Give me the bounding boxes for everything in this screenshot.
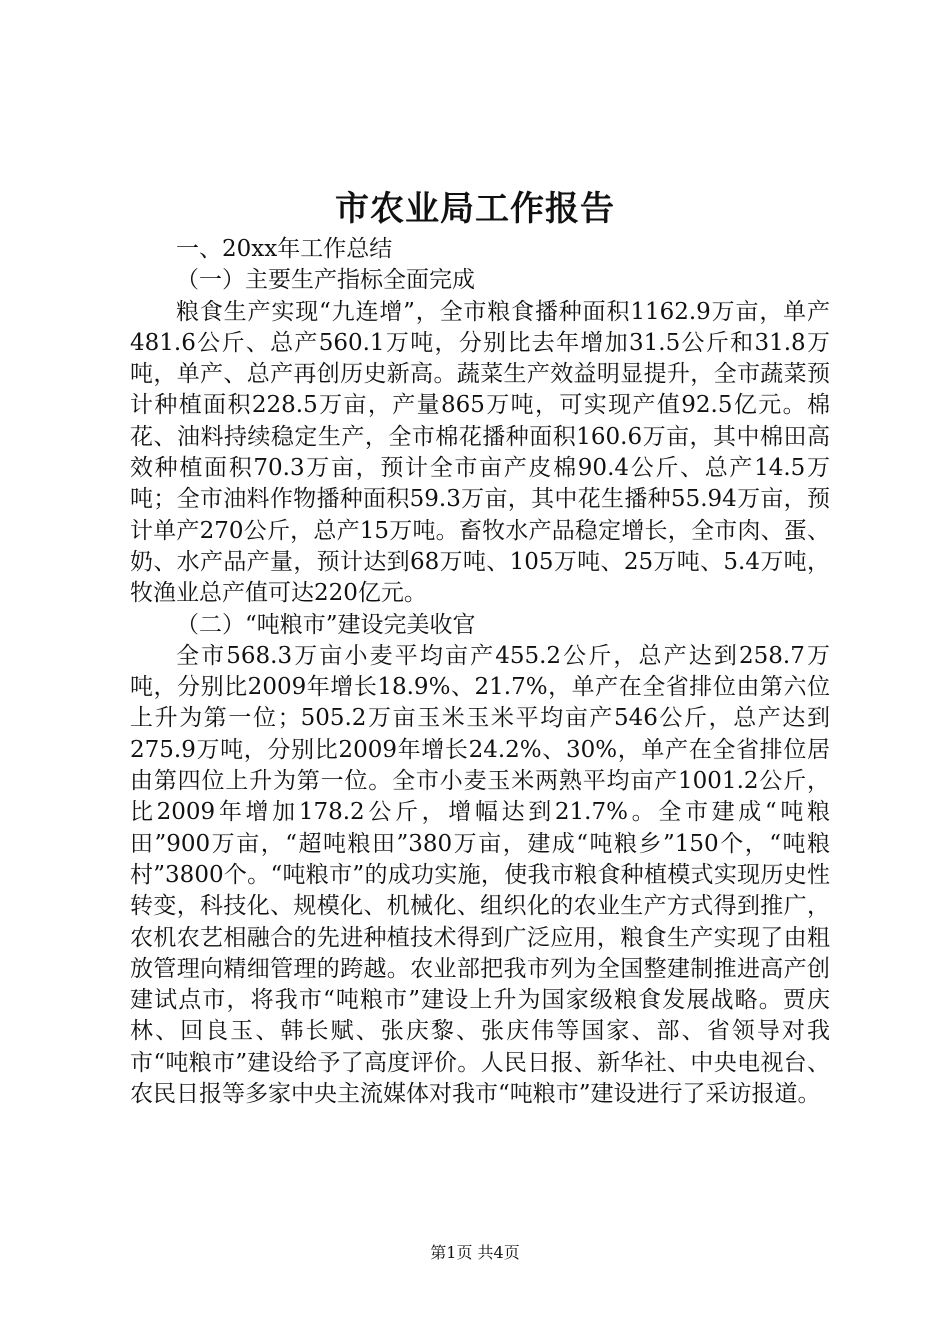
body-paragraph: 全市568.3万亩小麦平均亩产455.2公斤，总产达到258.7万吨，分别比2009年增长18.9%、21.7%，单产在全省排位由第六位上升为第一位；505.2万亩玉米玉米平均亩产546公斤，总产达到275.9万吨，分别比2009年增长24.2%、30%，单产在全省排位居由第四位上升为第一位。全市小麦玉米两熟平均亩产1001.2公斤，比2009年增加178.2公斤，增幅达到21.7%。全市建成“吨粮田”900万亩，“超吨粮田”380万亩，建成“吨粮乡”150个，“吨粮村”3800个。“吨粮市”的成功实施，使我市粮食种植模式实现历史性转变，科技化、规模化、机械化、组织化的农业生产方式得到推广，农机农艺相融合的先进种植技术得到广泛应用，粮食生产实现了由粗放管理向精细管理的跨越。农业部把我市列为全国整建制推进高产创建试点市，将我市“吨粮市”建设上升为国家级粮食发展战略。贾庆林、回良玉、韩长赋、张庆黎、张庆伟等国家、部、省领导对我市“吨粮市”建设给予了高度评价。人民日报、新华社、中央电视台、农民日报等多家中央主流媒体对我市“吨粮市”建设进行了采访报道。 <box>130 642 830 1108</box>
subsection-heading: （一）主要生产指标全面完成 <box>176 267 475 294</box>
document-title: 市农业局工作报告 <box>335 189 615 229</box>
subsection-heading: （二）“吨粮市”建设完美收官 <box>176 611 476 638</box>
page-number-footer: 第1页 共4页 <box>430 1243 520 1262</box>
section-heading: 一、20xx年工作总结 <box>176 236 393 262</box>
body-paragraph: 粮食生产实现“九连增”，全市粮食播种面积1162.9万亩，单产481.6公斤、总产560.1万吨，分别比去年增加31.5公斤和31.8万吨，单产、总产再创历史新高。蔬菜生产效益明显提升，全市蔬菜预计种植面积228.5万亩，产量865万吨，可实现产值92.5亿元。棉花、油料持续稳定生产，全市棉花播种面积160.6万亩，其中棉田高效种植面积70.3万亩，预计全市亩产皮棉90.4公斤、总产14.5万吨；全市油料作物播种面积59.3万亩，其中花生播种55.94万亩，预计单产270公斤，总产15万吨。畜牧水产品稳定增长，全市肉、蛋、奶、水产品产量，预计达到68万吨、105万吨、25万吨、5.4万吨，牧渔业总产值可达220亿元。 <box>130 298 830 607</box>
document-body <box>130 234 830 1110</box>
